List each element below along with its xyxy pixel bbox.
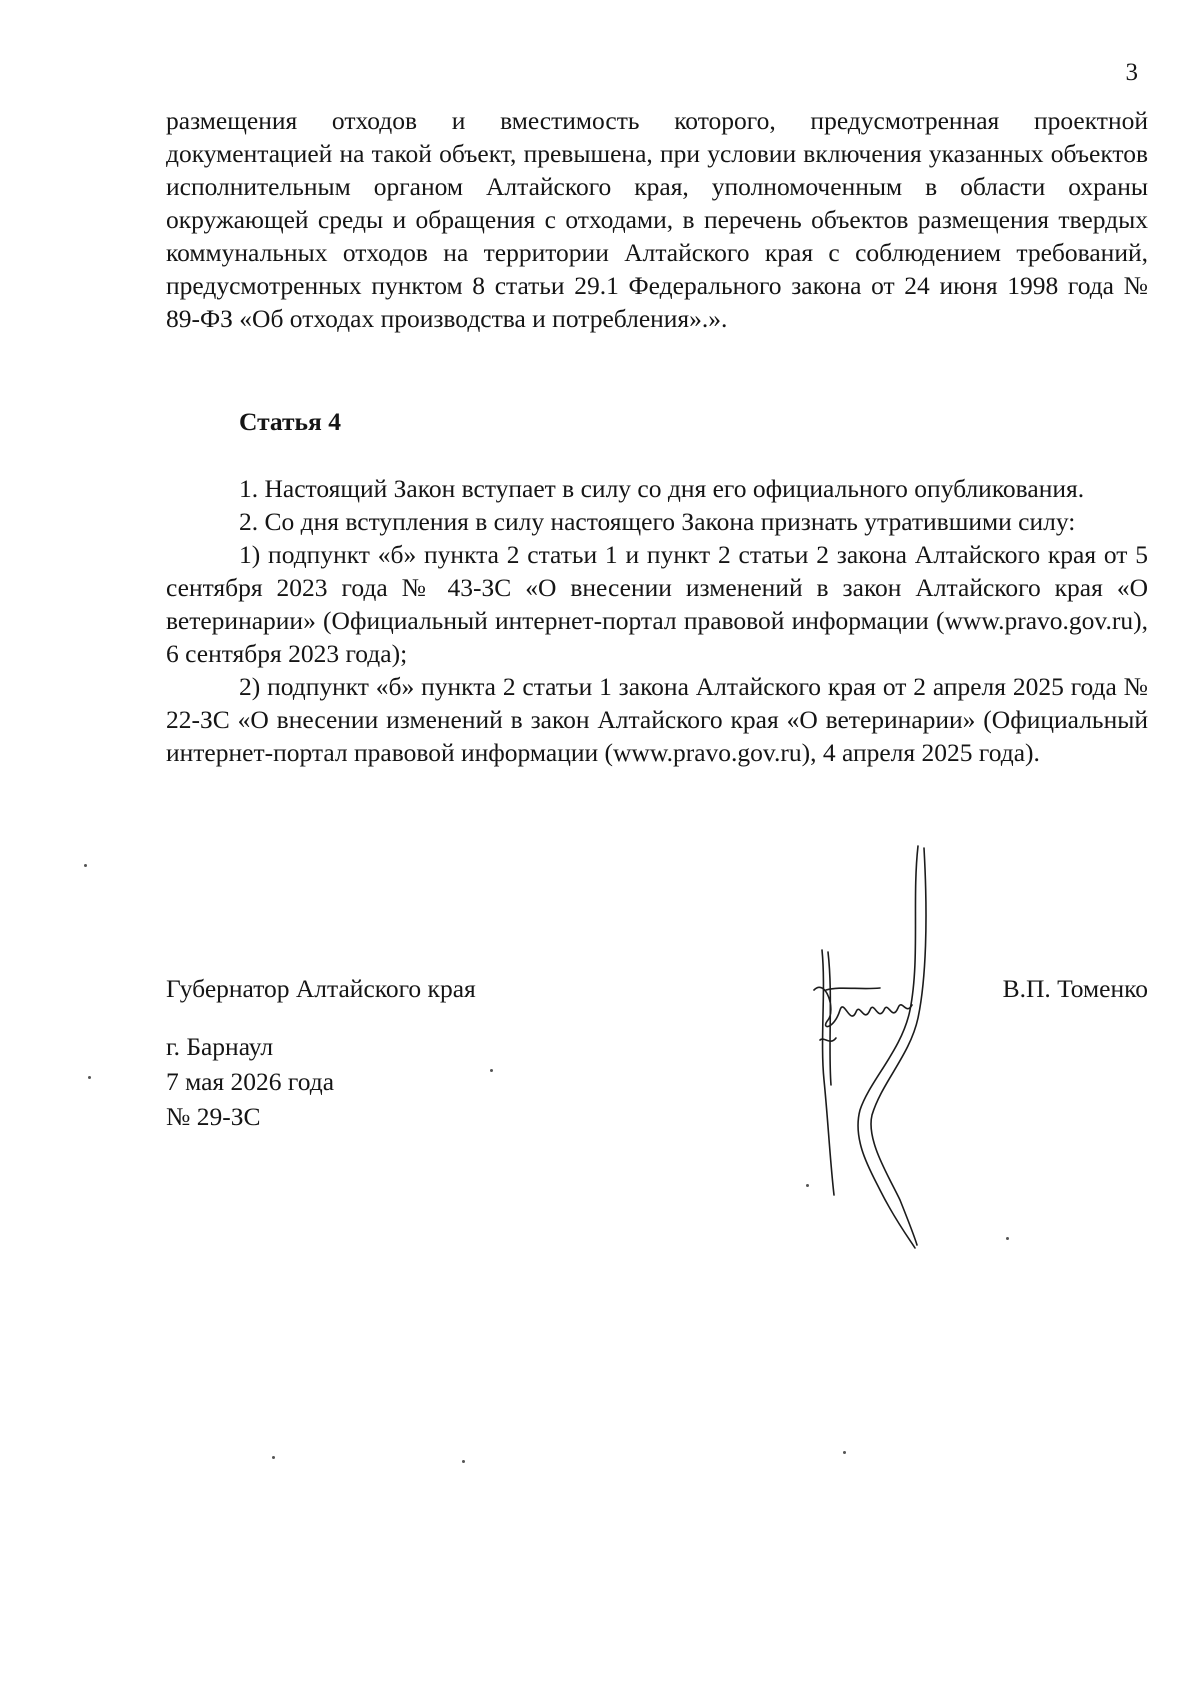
article-subitem-2: 2) подпункт «б» пункта 2 статьи 1 закона Алтайского края от 2 апреля 2025 года № 22-ЗС «О внесении изменений в закон Алтайского края «О ветеринарии» (Официальный интернет-портал правовой информации (www.pravo.gov.ru), 4 апреля 2025 года). xyxy=(166,672,1148,767)
law-number: № 29-ЗС xyxy=(166,1102,261,1131)
place-of-signing: г. Барнаул xyxy=(166,1032,274,1061)
scan-speck xyxy=(88,1076,91,1079)
scan-speck xyxy=(490,1069,493,1072)
article-paragraph-2: 2. Со дня вступления в силу настоящего Закона признать утратившими силу: xyxy=(239,507,1076,536)
article-heading: Статья 4 xyxy=(239,407,341,436)
handwritten-signature xyxy=(800,840,980,1250)
page-number: 3 xyxy=(1125,59,1138,86)
scan-speck xyxy=(806,1184,809,1187)
scan-speck xyxy=(84,864,87,867)
article-subitem-1: 1) подпункт «б» пункта 2 статьи 1 и пункт 2 статьи 2 закона Алтайского края от 5 сентября 2023 года № 43-ЗС «О внесении изменений в закон Алтайского края «О ветеринарии» (Официальный интернет-портал правовой информации (www.pravo.gov.ru), 6 сентября 2023 года); xyxy=(166,540,1148,668)
signing-date: 7 мая 2026 года xyxy=(166,1067,335,1096)
scan-speck xyxy=(462,1460,465,1463)
governor-title: Губернатор Алтайского края xyxy=(166,974,476,1003)
scan-speck xyxy=(1006,1237,1009,1240)
continued-paragraph-block xyxy=(166,104,1148,335)
scan-speck xyxy=(272,1456,275,1459)
continued-paragraph: размещения отходов и вместимость которого, предусмотренная проектной документацией на такой объект, превышена, при условии включения указанных объектов исполнительным органом Алтайского края, уполномоченным в области охраны окружающей среды и обращения с отходами, в перечень объектов размещения твердых коммунальных отходов на территории Алтайского края с соблюдением требований, предусмотренных пунктом 8 статьи 29.1 Федерального закона от 24 июня 1998 года № 89-ФЗ «Об отходах производства и потребления».». xyxy=(166,106,1148,333)
governor-name: В.П. Томенко xyxy=(1002,974,1148,1003)
article-paragraph-1: 1. Настоящий Закон вступает в силу со дня его официального опубликования. xyxy=(239,474,1085,503)
article-body xyxy=(166,472,1148,769)
scan-speck xyxy=(843,1451,846,1454)
